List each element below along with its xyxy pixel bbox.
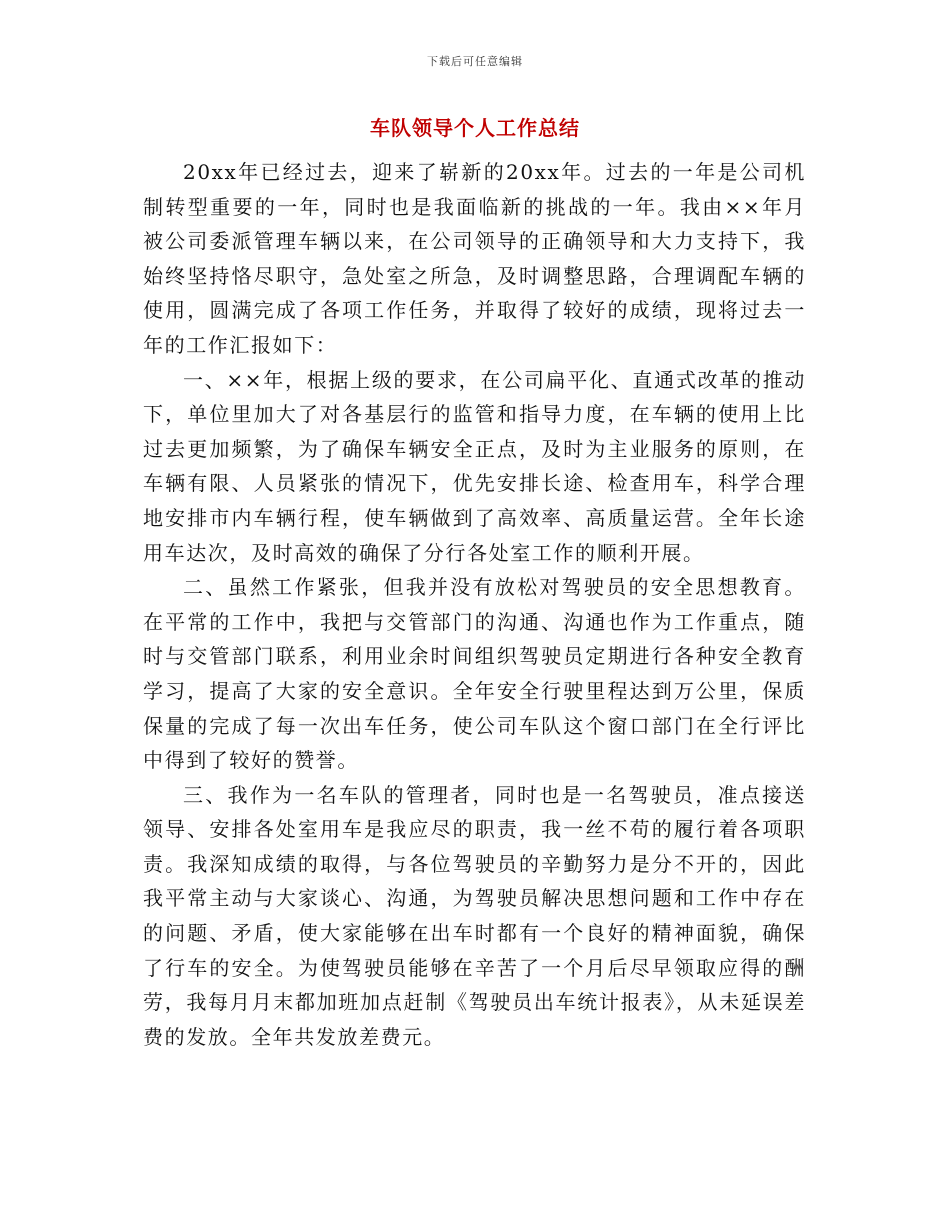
document-body [143,155,806,1054]
paragraph-section-3: 三、我作为一名车队的管理者，同时也是一名驾驶员，准点接送领导、安排各处室用车是我应尽的职责，我一丝不苟的履行着各项职责。我深知成绩的取得，与各位驾驶员的辛勤努力是分不开的，因此我平常主动与大家谈心、沟通，为驾驶员解决思想问题和工作中存在的问题、矛盾，使大家能够在出车时都有一个良好的精神面貌，确保了行车的安全。为使驾驶员能够在辛苦了一个月后尽早领取应得的酬劳，我每月月末都加班加点赶制《驾驶员出车统计报表》，从未延误差费的发放。全年共发放差费元。 [143,782,806,1049]
paragraph-intro: 20xx年已经过去，迎来了崭新的20xx年。过去的一年是公司机制转型重要的一年，同时也是我面临新的挑战的一年。我由××年月被公司委派管理车辆以来，在公司领导的正确领导和大力支持下，我始终坚持恪尽职守，急处室之所急，及时调整思路，合理调配车辆的使用，圆满完成了各项工作任务，并取得了较好的成绩，现将过去一年的工作汇报如下： [143,160,806,357]
paragraph-section-2: 二、虽然工作紧张，但我并没有放松对驾驶员的安全思想教育。在平常的工作中，我把与交管部门的沟通、沟通也作为工作重点，随时与交管部门联系，利用业余时间组织驾驶员定期进行各种安全教育学习，提高了大家的安全意识。全年安全行驶里程达到万公里，保质保量的完成了每一次出车任务，使公司车队这个窗口部门在全行评比中得到了较好的赞誉。 [143,575,806,773]
document-title: 车队领导个人工作总结 [370,116,580,140]
page-header-note: 下载后可任意编辑 [427,55,523,68]
paragraph-section-1: 一、××年，根据上级的要求，在公司扁平化、直通式改革的推动下，单位里加大了对各基层行的监管和指导力度，在车辆的使用上比过去更加频繁，为了确保车辆安全正点，及时为主业服务的原则，在车辆有限、人员紧张的情况下，优先安排长途、检查用车，科学合理地安排市内车辆行程，使车辆做到了高效率、高质量运营。全年长途用车达次，及时高效的确保了分行各处室工作的顺利开展。 [143,367,806,565]
